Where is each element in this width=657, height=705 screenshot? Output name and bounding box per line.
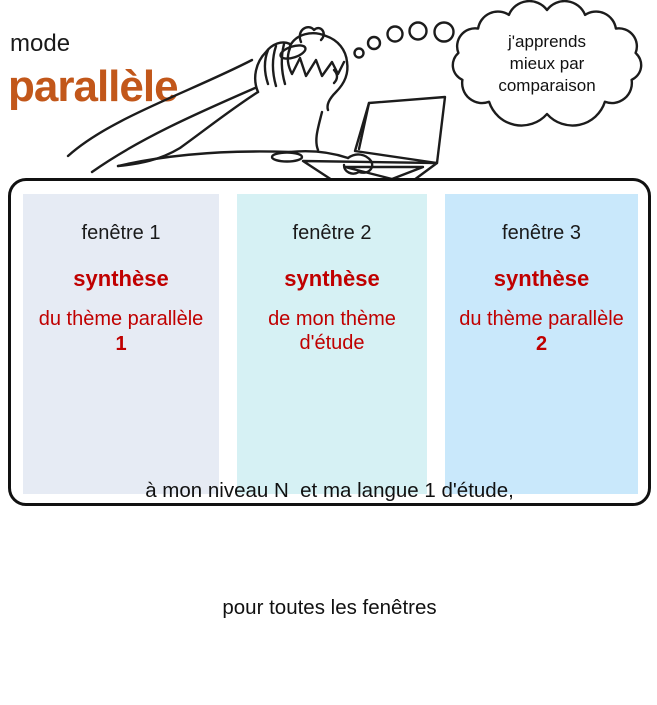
- window-1-heading: synthèse: [73, 266, 169, 291]
- mode-label: mode: [10, 30, 71, 57]
- person-drawing: [68, 27, 372, 173]
- window-1-label: fenêtre 1: [81, 222, 161, 244]
- window-3-label: fenêtre 3: [502, 222, 581, 244]
- thought-bubble-line: comparaison: [498, 76, 596, 95]
- window-2-label: fenêtre 2: [292, 222, 372, 244]
- footer-note-line-1: à mon niveau N et ma langue 1 d'étude,: [145, 479, 514, 502]
- footer-note: [11, 393, 648, 705]
- window-2-heading: synthèse: [284, 266, 380, 291]
- window-3-subtitle: du thème parallèle: [459, 308, 624, 330]
- window-3-heading: synthèse: [493, 266, 590, 291]
- thought-bubble-text: [466, 31, 628, 97]
- windows-container-box: [8, 178, 651, 619]
- window-2-subtitle: de mon thème d'étude: [268, 308, 396, 354]
- window-1-subtitle: du thème parallèle: [38, 308, 204, 330]
- window-1-number: 1: [115, 333, 127, 355]
- footer-note-line-2: pour toutes les fenêtres: [222, 596, 437, 619]
- thought-bubble-line: mieux par: [509, 54, 585, 73]
- mode-name-parallele: parallèle: [8, 62, 178, 111]
- thought-bubble-line: j'apprends: [508, 32, 586, 51]
- laptop-drawing: [303, 97, 445, 180]
- thought-dots: [355, 23, 454, 58]
- window-3-number: 2: [535, 333, 548, 355]
